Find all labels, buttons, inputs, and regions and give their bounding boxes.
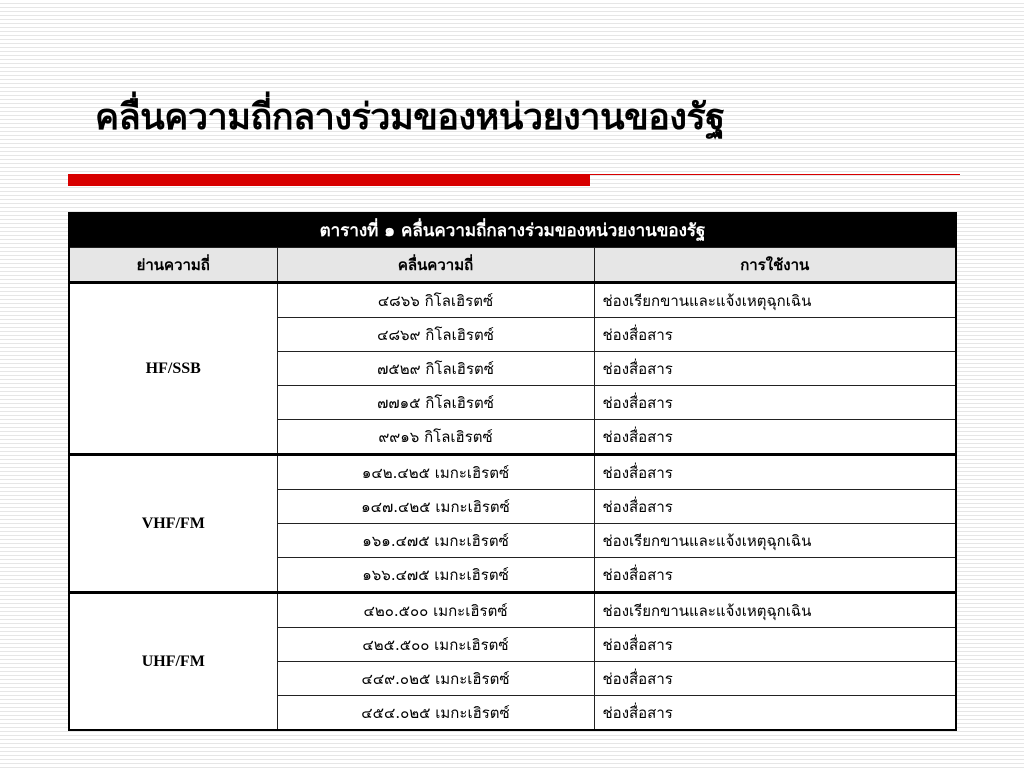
frequency-cell: ๔๔๙.๐๒๕ เมกะเฮิรตซ์ bbox=[277, 662, 594, 696]
usage-cell: ช่องสื่อสาร bbox=[594, 628, 956, 662]
table-caption: ตารางที่ ๑ คลื่นความถี่กลางร่วมของหน่วยงานของรัฐ bbox=[69, 213, 956, 248]
usage-cell: ช่องเรียกขานและแจ้งเหตุฉุกเฉิน bbox=[594, 593, 956, 628]
table-row bbox=[69, 455, 956, 490]
frequency-cell: ๑๖๖.๔๗๕ เมกะเฮิรตซ์ bbox=[277, 558, 594, 593]
frequency-cell: ๙๙๑๖ กิโลเฮิรตซ์ bbox=[277, 420, 594, 455]
header-frequency: คลื่นความถี่ bbox=[277, 248, 594, 283]
frequency-cell: ๑๔๗.๔๒๕ เมกะเฮิรตซ์ bbox=[277, 490, 594, 524]
usage-cell: ช่องสื่อสาร bbox=[594, 490, 956, 524]
table-caption-row bbox=[69, 213, 956, 248]
usage-cell: ช่องสื่อสาร bbox=[594, 455, 956, 490]
usage-cell: ช่องสื่อสาร bbox=[594, 318, 956, 352]
usage-cell: ช่องสื่อสาร bbox=[594, 662, 956, 696]
band-cell-uhf: UHF/FM bbox=[69, 593, 277, 731]
slide-title: คลื่นความถี่กลางร่วมของหน่วยงานของรัฐ bbox=[95, 97, 725, 138]
frequency-cell: ๔๒๕.๕๐๐ เมกะเฮิรตซ์ bbox=[277, 628, 594, 662]
title-accent-line bbox=[590, 174, 960, 175]
frequency-cell: ๗๗๑๕ กิโลเฮิรตซ์ bbox=[277, 386, 594, 420]
frequency-cell: ๗๕๒๙ กิโลเฮิรตซ์ bbox=[277, 352, 594, 386]
frequency-cell: ๑๔๒.๔๒๕ เมกะเฮิรตซ์ bbox=[277, 455, 594, 490]
usage-cell: ช่องสื่อสาร bbox=[594, 386, 956, 420]
header-band: ย่านความถี่ bbox=[69, 248, 277, 283]
usage-cell: ช่องสื่อสาร bbox=[594, 558, 956, 593]
band-cell-hf: HF/SSB bbox=[69, 283, 277, 455]
frequency-cell: ๔๘๖๙ กิโลเฮิรตซ์ bbox=[277, 318, 594, 352]
band-cell-vhf: VHF/FM bbox=[69, 455, 277, 593]
table-row bbox=[69, 593, 956, 628]
usage-cell: ช่องสื่อสาร bbox=[594, 420, 956, 455]
frequency-cell: ๔๘๖๖ กิโลเฮิรตซ์ bbox=[277, 283, 594, 318]
frequency-cell: ๑๖๑.๔๗๕ เมกะเฮิรตซ์ bbox=[277, 524, 594, 558]
usage-cell: ช่องเรียกขานและแจ้งเหตุฉุกเฉิน bbox=[594, 283, 956, 318]
frequency-cell: ๔๕๔.๐๒๕ เมกะเฮิรตซ์ bbox=[277, 696, 594, 731]
frequency-table bbox=[68, 212, 957, 731]
usage-cell: ช่องสื่อสาร bbox=[594, 352, 956, 386]
title-accent-bar bbox=[68, 174, 590, 186]
table-row bbox=[69, 283, 956, 318]
table-header-row bbox=[69, 248, 956, 283]
frequency-table-container bbox=[68, 212, 955, 731]
frequency-cell: ๔๒๐.๕๐๐ เมกะเฮิรตซ์ bbox=[277, 593, 594, 628]
header-usage: การใช้งาน bbox=[594, 248, 956, 283]
usage-cell: ช่องสื่อสาร bbox=[594, 696, 956, 731]
usage-cell: ช่องเรียกขานและแจ้งเหตุฉุกเฉิน bbox=[594, 524, 956, 558]
